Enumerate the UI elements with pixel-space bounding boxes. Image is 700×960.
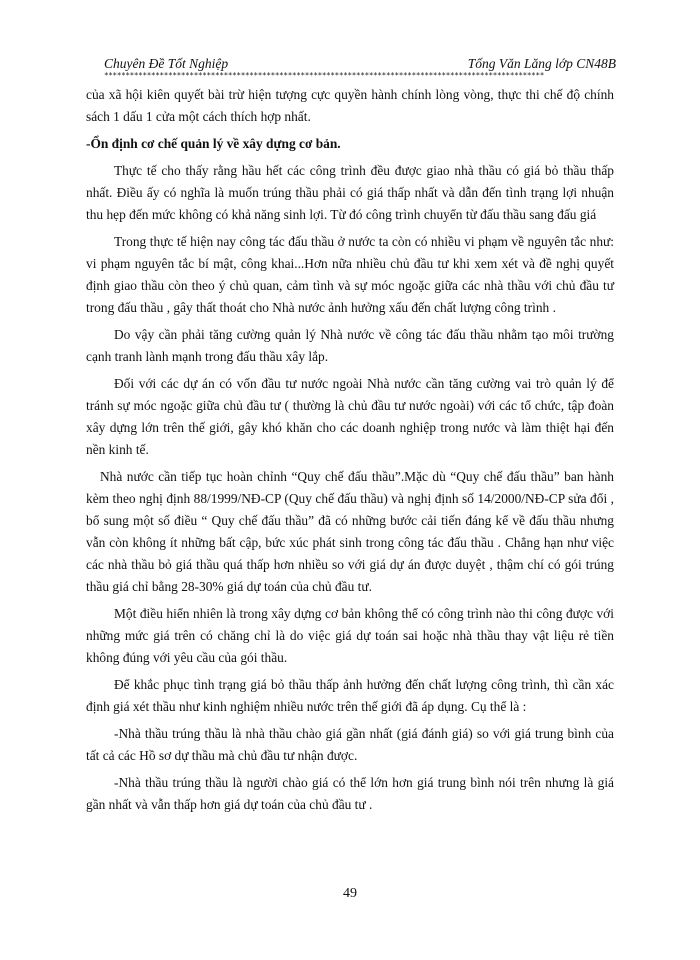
paragraph: Đối với các dự án có vốn đầu tư nước ngoài Nhà nước cần tăng cường vai trò quản lý để tránh sự móc ngoặc giữa chủ đầu tư ( thường là chủ đầu tư nước ngoài) với các tổ chức, tập đoàn xây dựng lớn trên thế giới, gây khó khăn cho các doanh nghiệp trong nước và làm thiệt hại đến nền kinh tế. (86, 376, 614, 457)
paragraph: Nhà nước cần tiếp tục hoàn chỉnh “Quy chế đấu thầu”.Mặc dù “Quy chế đấu thầu” ban hành kèm theo nghị định 88/1999/NĐ-CP (Quy chế đấu thầu) và nghị định số 14/2000/NĐ-CP sửa đổi , bổ sung một số điều “ Quy chế đấu thầu” đã có những bước cải tiến đáng kể về đấu thầu nhưng vẫn còn không ít những bất cập, bức xúc phát sinh trong công tác đấu thầu . Chẳng hạn như việc các nhà thầu bỏ giá thầu quá thấp hơn nhiều so với giá dự án được duyệt , thậm chí có gói trúng thầu giá chỉ bằng 28-30% giá dự toán của chủ đầu tư. (86, 469, 614, 594)
header-star-rule: ******************************************************************************************************* (104, 71, 544, 80)
header-left-title: Chuyên Đề Tốt Nghiệp (104, 56, 229, 71)
paragraph: Một điều hiển nhiên là trong xây dựng cơ bản không thể có công trình nào thi công được với những mức giá trên có chăng chỉ là do việc giá dự toán sai hoặc nhà thầu thay vật liệu rẻ tiền không đúng với yêu cầu của gói thầu. (86, 606, 614, 665)
list-item: -Nhà thầu trúng thầu là người chào giá có thể lớn hơn giá trung bình nói trên nhưng là giá gần nhất và vẫn thấp hơn giá dự toán của chủ đầu tư . (86, 775, 614, 812)
paragraph: Do vậy cần phải tăng cường quản lý Nhà nước về công tác đấu thầu nhằm tạo môi trường cạnh tranh lành mạnh trong đấu thầu xây lắp. (86, 327, 614, 364)
section-heading: -Ổn định cơ chế quản lý về xây dựng cơ bản. (86, 136, 341, 151)
paragraph: Để khắc phục tình trạng giá bỏ thầu thấp ảnh hưởng đến chất lượng công trình, thì cần xác định giá xét thầu như kinh nghiệm nhiều nước trên thế giới đã áp dụng. Cụ thể là : (86, 677, 614, 714)
paragraph: Thực tế cho thấy rằng hầu hết các công trình đều được giao nhà thầu có giá bỏ thầu thấp nhất. Điều ấy có nghĩa là muốn trúng thầu phải có giá thấp nhất và dẫn đến tình trạng lợi nhuận thu hẹp đến mức không có khả năng sinh lợi. Từ đó công trình chuyển từ đấu thầu sang đấu giá (86, 163, 614, 222)
paragraph: Trong thực tế hiện nay công tác đấu thầu ở nước ta còn có nhiều vi phạm về nguyên tắc như: vi phạm nguyên tắc bí mật, công khai...Hơn nữa nhiều chủ đầu tư khi xem xét và đề nghị quyết định giao thầu còn theo ý chủ quan, cảm tình và sự móc ngoặc giữa các nhà thầu với chủ đầu tư trong đấu thầu , gây thất thoát cho Nhà nước ảnh hưởng xấu đến chất lượng công trình . (86, 234, 614, 315)
header-right-author: Tống Văn Lăng lớp CN48B (467, 56, 616, 71)
list-item: -Nhà thầu trúng thầu là nhà thầu chào giá gần nhất (giá đánh giá) so với giá trung bình của tất cả các Hồ sơ dự thầu mà chủ đầu tư nhận được. (86, 726, 614, 763)
paragraph: của xã hội kiên quyết bài trừ hiện tượng cực quyền hành chính lòng vòng, thực thi chế độ chính sách 1 dấu 1 cửa một cách thích hợp nhất. (86, 87, 614, 124)
page-number: 49 (343, 886, 357, 901)
document-body (86, 84, 614, 821)
